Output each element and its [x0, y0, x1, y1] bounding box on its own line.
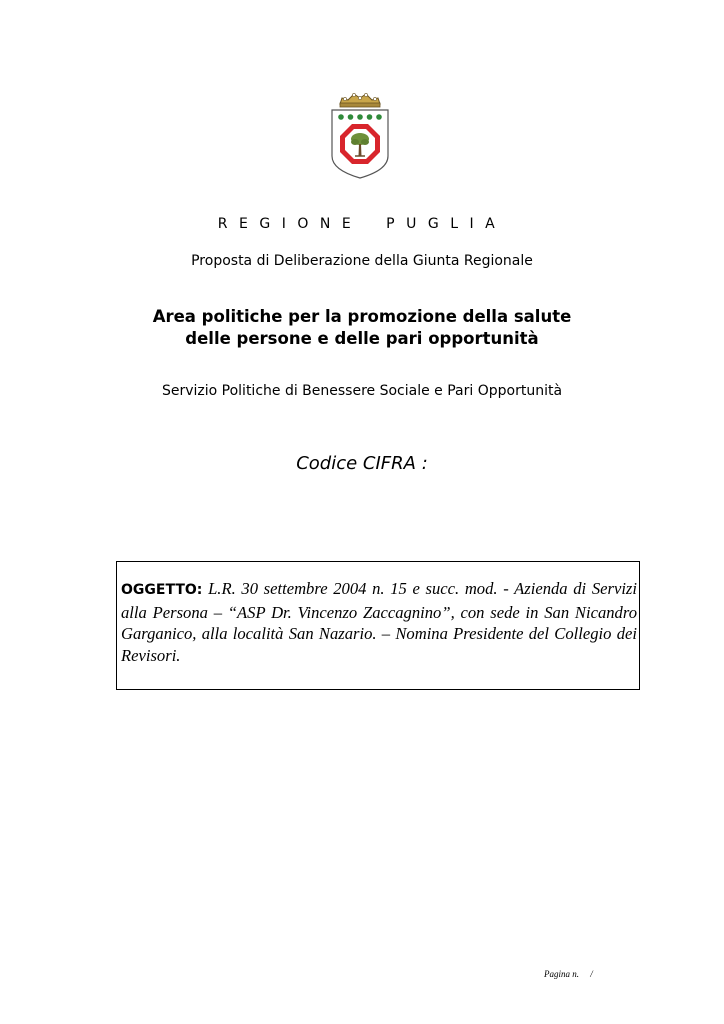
- region-word-2: PUGLIA: [386, 216, 507, 232]
- subject-paragraph: [121, 578, 637, 666]
- page-footer: [544, 969, 593, 979]
- proposal-title: Proposta di Deliberazione della Giunta Regionale: [191, 253, 533, 269]
- subject-text: L.R. 30 settembre 2004 n. 15 e succ. mod. - Azienda di Servizi alla Persona – “ASP Dr. Vincenzo Zaccagnino”, con sede in San Nicandro Garganico, alla località San Nazario. – Nomina Presidente del Collegio dei Revisori.: [121, 579, 638, 665]
- subject-label: OGGETTO:: [121, 582, 203, 598]
- cifra-code: Codice CIFRA :: [296, 453, 428, 474]
- crown-icon: [340, 93, 380, 107]
- regione-puglia-crest: [328, 88, 392, 180]
- area-title-line-1: Area politiche per la promozione della salute: [152, 307, 572, 326]
- subject-box: [116, 561, 640, 690]
- page-number-label: Pagina n.: [544, 969, 579, 979]
- area-title-line-2: delle persone e delle pari opportunità: [185, 329, 539, 348]
- page-number-separator: /: [590, 969, 593, 979]
- service-title: Servizio Politiche di Benessere Sociale e Pari Opportunità: [161, 383, 563, 399]
- region-title: [0, 216, 724, 232]
- area-title: [0, 306, 724, 350]
- region-word-1: REGIONE: [217, 216, 363, 232]
